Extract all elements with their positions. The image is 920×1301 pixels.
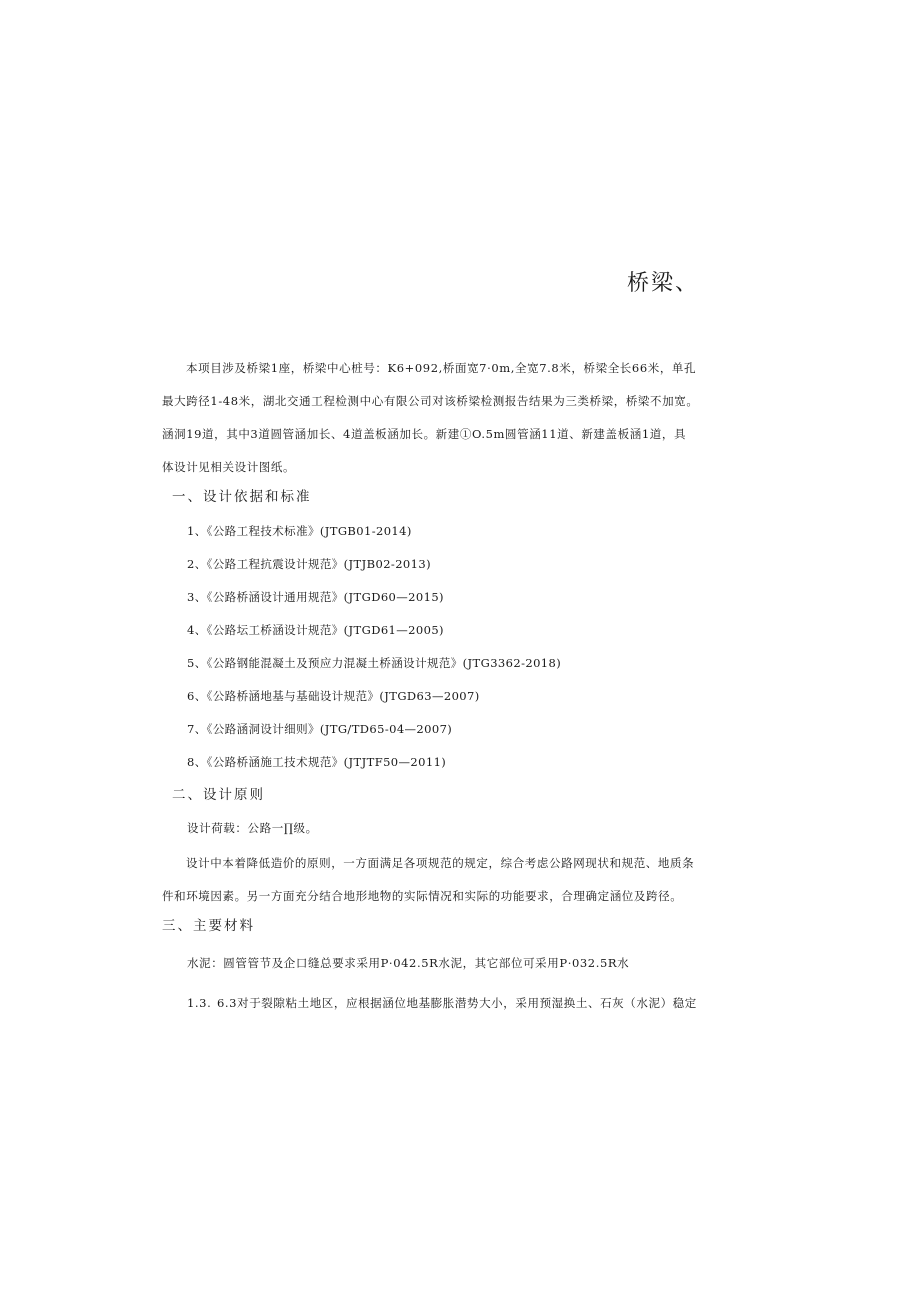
list-item: 8、《公路桥涵施工技术规范》(JTJTF50—2011) bbox=[187, 755, 447, 769]
cement-text: 水泥：圆管管节及企口缝总要求采用P·042.5R水泥，其它部位可采用P·032.5R水 bbox=[187, 956, 630, 970]
list-item: 4、《公路坛工桥涵设计规范》(JTGD61—2005) bbox=[187, 623, 444, 637]
page-title: 桥梁、 bbox=[627, 271, 700, 296]
paragraph-line: 设计中本着降低造价的原则，一方面满足各项规范的规定，综合考虑公路网现状和规范、地质条 bbox=[186, 856, 695, 870]
clause-body: 6.3对于裂隙粘土地区，应根据涵位地基膨胀潜势大小，采用预湿换土、石灰（水泥）稳定 bbox=[217, 996, 697, 1010]
design-load-text: 设计荷载：公路一∏级。 bbox=[187, 821, 318, 835]
clause-text bbox=[187, 995, 697, 1011]
list-item: 5、《公路钢能混凝土及预应力混凝土桥涵设计规范》(JTG3362-2018) bbox=[187, 656, 562, 670]
intro-paragraph bbox=[162, 352, 722, 484]
paragraph-line: 件和环境因素。另一方面充分结合地形地物的实际情况和实际的功能要求，合理确定涵位及跨径。 bbox=[162, 889, 683, 903]
intro-line: 最大跨径1-48米，湖北交通工程检测中心有限公司对该桥梁检测报告结果为三类桥梁，桥梁不加宽。 bbox=[162, 394, 699, 408]
list-item: 2、《公路工程抗震设计规范》(JTJB02-2013) bbox=[187, 557, 431, 571]
intro-line: 本项目涉及桥梁1座，桥梁中心桩号：K6+092,桥面宽7·0m,全宽7.8米，桥梁全长66米，单孔 bbox=[186, 361, 697, 375]
list-item: 7、《公路涵洞设计细则》(JTG/TD65-04—2007) bbox=[187, 722, 453, 736]
section-heading-design-basis: 一、设计依据和标准 bbox=[172, 489, 312, 505]
list-item: 1、《公路工程技术标准》(JTGB01-2014) bbox=[187, 524, 412, 538]
intro-line: 涵洞19道，其中3道圆管涵加长、4道盖板涵加长。新建①O.5m圆管涵11道、新建盖板涵1道，具 bbox=[162, 427, 687, 441]
clause-number: 1.3. bbox=[187, 996, 212, 1010]
design-principle-paragraph bbox=[162, 847, 694, 913]
standards-list bbox=[187, 518, 561, 782]
section-heading-materials: 三、主要材料 bbox=[162, 918, 255, 934]
intro-line: 体设计见相关设计图纸。 bbox=[162, 460, 296, 474]
section-heading-design-principles: 二、设计原则 bbox=[172, 787, 265, 803]
list-item: 3、《公路桥涵设计通用规范》(JTGD60—2015) bbox=[187, 590, 444, 604]
list-item: 6、《公路桥涵地基与基础设计规范》(JTGD63—2007) bbox=[187, 689, 480, 703]
